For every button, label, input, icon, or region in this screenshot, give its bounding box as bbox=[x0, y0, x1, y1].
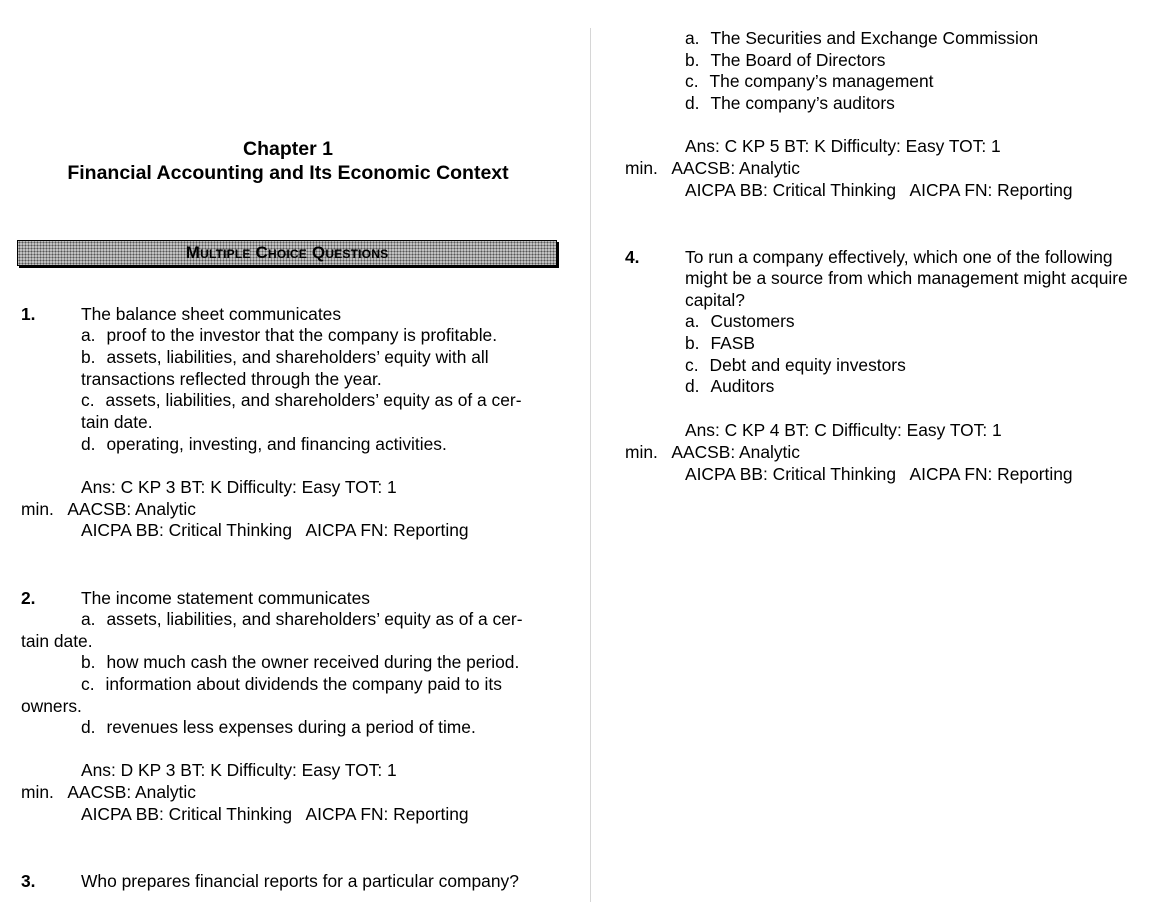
option-letter: b. bbox=[685, 50, 700, 70]
option-letter: d. bbox=[81, 717, 96, 737]
option-text: operating, investing, and financing activities. bbox=[106, 434, 447, 454]
option-letter: a. bbox=[81, 325, 96, 345]
option-text: The company’s management bbox=[709, 71, 934, 91]
answer-meta-continued: min. AACSB: Analytic bbox=[21, 782, 196, 802]
chapter-title: Financial Accounting and Its Economic Context bbox=[67, 162, 509, 184]
option-a bbox=[685, 310, 795, 332]
option-b bbox=[685, 332, 755, 354]
question-number: 3. bbox=[21, 871, 36, 891]
option-text: The company’s auditors bbox=[710, 93, 895, 113]
option-c bbox=[81, 389, 522, 411]
question-stem: To run a company effectively, which one of the following bbox=[685, 247, 1113, 267]
question-number: 2. bbox=[21, 588, 36, 608]
option-letter: b. bbox=[81, 347, 96, 367]
option-a bbox=[81, 608, 523, 630]
option-b bbox=[685, 49, 885, 71]
option-text: Customers bbox=[710, 311, 795, 331]
option-text: assets, liabilities, and shareholders’ equity as of a cer- bbox=[105, 390, 522, 410]
option-letter: a. bbox=[685, 311, 700, 331]
option-b bbox=[81, 346, 489, 368]
column-divider bbox=[590, 28, 591, 902]
answer-meta: Ans: C KP 5 BT: K Difficulty: Easy TOT: 1 bbox=[685, 136, 1001, 156]
option-text: The Securities and Exchange Commission bbox=[710, 28, 1039, 48]
question-stem: The balance sheet communicates bbox=[81, 304, 342, 324]
option-letter: d. bbox=[685, 376, 700, 396]
option-a bbox=[685, 27, 1038, 49]
option-c-continued: tain date. bbox=[81, 412, 153, 432]
option-text: assets, liabilities, and shareholders’ equity as of a cer- bbox=[106, 609, 523, 629]
option-letter: a. bbox=[685, 28, 700, 48]
option-b bbox=[81, 651, 519, 673]
option-c bbox=[81, 673, 502, 695]
option-d bbox=[81, 433, 447, 455]
option-text: how much cash the owner received during the period. bbox=[106, 652, 520, 672]
option-a-continued: tain date. bbox=[21, 631, 93, 651]
section-banner-label: Multiple Choice Questions bbox=[185, 243, 389, 262]
option-text: Auditors bbox=[710, 376, 775, 396]
question-number: 1. bbox=[21, 304, 36, 324]
option-text: assets, liabilities, and shareholders’ equity with all bbox=[106, 347, 489, 367]
option-text: FASB bbox=[710, 333, 755, 353]
option-letter: b. bbox=[685, 333, 700, 353]
option-c-continued: owners. bbox=[21, 696, 82, 716]
option-letter: d. bbox=[81, 434, 96, 454]
option-text: proof to the investor that the company is profitable. bbox=[106, 325, 498, 345]
option-text: revenues less expenses during a period of time. bbox=[106, 717, 476, 737]
question-stem-continued: might be a source from which management might acquire bbox=[685, 268, 1128, 288]
option-letter: c. bbox=[685, 355, 699, 375]
option-b-continued: transactions reflected through the year. bbox=[81, 369, 382, 389]
question-stem-continued: capital? bbox=[685, 290, 745, 310]
section-banner bbox=[17, 240, 557, 266]
answer-meta-continued: min. AACSB: Analytic bbox=[625, 442, 800, 462]
option-a bbox=[81, 324, 497, 346]
option-letter: d. bbox=[685, 93, 700, 113]
aicpa-meta: AICPA BB: Critical Thinking AICPA FN: Reporting bbox=[685, 464, 1073, 484]
chapter-number: Chapter 1 bbox=[243, 138, 333, 160]
aicpa-meta: AICPA BB: Critical Thinking AICPA FN: Reporting bbox=[685, 180, 1073, 200]
option-d bbox=[81, 716, 476, 738]
option-letter: c. bbox=[81, 674, 95, 694]
answer-meta: Ans: C KP 3 BT: K Difficulty: Easy TOT: 1 bbox=[81, 477, 397, 497]
option-c bbox=[685, 354, 906, 376]
option-d bbox=[685, 375, 774, 397]
answer-meta-continued: min. AACSB: Analytic bbox=[21, 499, 196, 519]
aicpa-meta: AICPA BB: Critical Thinking AICPA FN: Reporting bbox=[81, 804, 469, 824]
option-letter: a. bbox=[81, 609, 96, 629]
answer-meta: Ans: C KP 4 BT: C Difficulty: Easy TOT: 1 bbox=[685, 420, 1002, 440]
aicpa-meta: AICPA BB: Critical Thinking AICPA FN: Reporting bbox=[81, 520, 469, 540]
answer-meta: Ans: D KP 3 BT: K Difficulty: Easy TOT: 1 bbox=[81, 760, 397, 780]
option-d bbox=[685, 92, 895, 114]
option-text: Debt and equity investors bbox=[709, 355, 906, 375]
option-text: information about dividends the company paid to its bbox=[105, 674, 502, 694]
answer-meta-continued: min. AACSB: Analytic bbox=[625, 158, 800, 178]
option-letter: c. bbox=[685, 71, 699, 91]
option-letter: b. bbox=[81, 652, 96, 672]
option-c bbox=[685, 70, 933, 92]
option-text: The Board of Directors bbox=[710, 50, 886, 70]
question-stem: Who prepares financial reports for a particular company? bbox=[81, 871, 519, 891]
question-number: 4. bbox=[625, 247, 640, 267]
question-stem: The income statement communicates bbox=[81, 588, 371, 608]
option-letter: c. bbox=[81, 390, 95, 410]
